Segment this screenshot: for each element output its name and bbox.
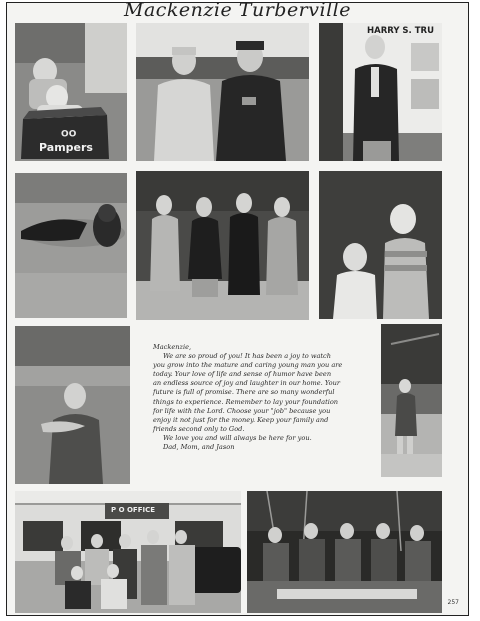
page-number: 257 — [447, 599, 459, 606]
page-title: Mackenzie Turberville — [124, 2, 351, 21]
photo-baby-in-box — [15, 23, 127, 161]
truman-banner: HARRY S. TRU — [367, 26, 434, 36]
post-office-sign: P O OFFICE — [111, 506, 155, 514]
photo-boy-with-fish — [15, 326, 130, 484]
letter-line: We love you and will always be here for you. — [163, 433, 312, 442]
letter-line: things to experience. Remember to lay your foundation — [153, 397, 339, 406]
pampers-box-count: OO — [61, 127, 77, 137]
letter-line: an endless source of joy and laughter in our home. Your — [153, 379, 340, 388]
letter-line: future is full of promise. There are so many wonderful — [153, 388, 335, 397]
letter-line: enjoy it not just for the money. Keep your family and — [153, 415, 329, 424]
parents-letter — [153, 343, 381, 452]
photo-two-boys — [319, 171, 442, 319]
letter-signature: Dad, Mom, and Jason — [163, 443, 235, 452]
letter-line: We are so proud of you! It has been a joy to watch — [163, 352, 331, 361]
photo-scout-group — [247, 491, 442, 613]
photo-two-friends — [136, 23, 309, 161]
letter-greeting: Mackenzie, — [153, 343, 192, 351]
pampers-box-label: Pampers — [39, 141, 93, 154]
photo-truman-display — [319, 23, 442, 161]
photo-four-young-men — [136, 171, 309, 320]
photo-dog-on-grass — [15, 173, 127, 318]
photo-scout-on-beach — [381, 324, 442, 477]
photo-post-office-group — [15, 491, 241, 613]
letter-line: today. Your love of life and sense of humor have been — [153, 370, 332, 379]
letter-line: for life with the Lord. Choose your "job" because you — [153, 406, 331, 415]
letter-line: you grow into the mature and caring young man you are — [153, 361, 343, 370]
letter-line: friends second only to God. — [153, 424, 245, 433]
yearbook-page — [6, 2, 469, 616]
